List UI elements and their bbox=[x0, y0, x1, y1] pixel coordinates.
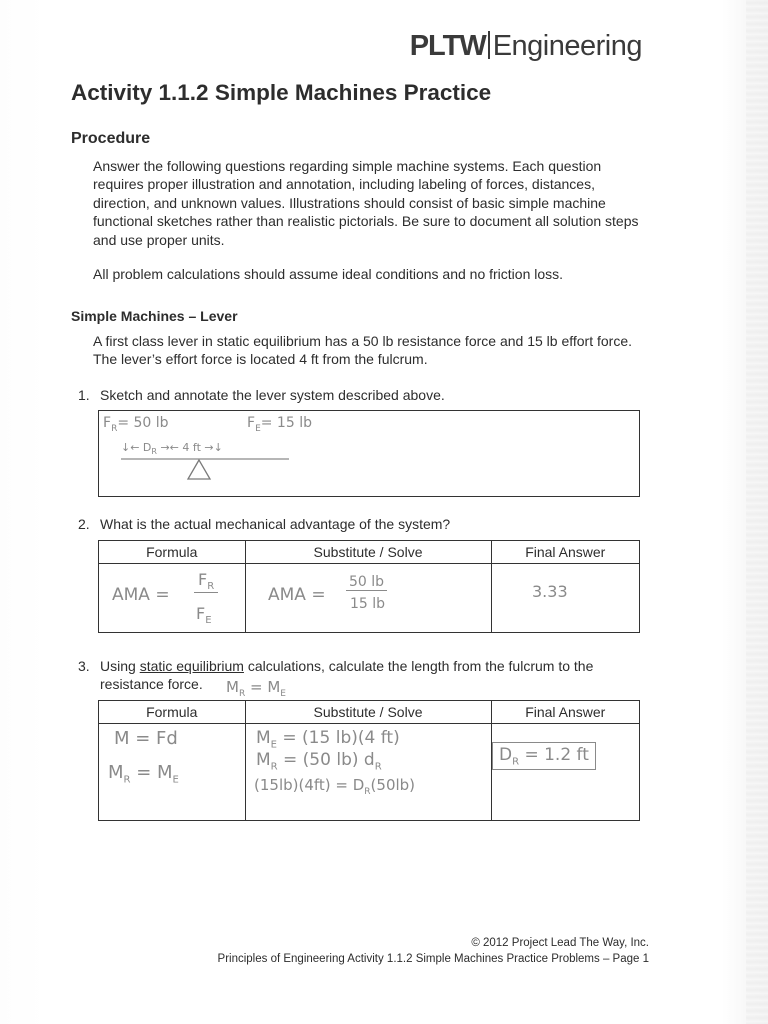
question-1 bbox=[78, 386, 445, 404]
question-text: What is the actual mechanical advantage of the system? bbox=[100, 516, 451, 532]
assumption-paragraph: All problem calculations should assume ideal conditions and no friction loss. bbox=[93, 266, 564, 282]
handwritten-formula-mfd: M = Fd bbox=[114, 728, 178, 749]
fulcrum-triangle bbox=[188, 460, 210, 479]
question-text-line2: resistance force. bbox=[100, 676, 203, 692]
header-substitute: Substitute / Solve bbox=[245, 701, 491, 724]
handwritten-ama-lhs: AMA = bbox=[112, 585, 170, 605]
scan-edge bbox=[746, 0, 768, 1024]
sketch-answer-box bbox=[98, 410, 640, 497]
logo-brand: PLTW bbox=[409, 30, 486, 62]
handwritten-mr-sub: $M_R = (50$ lb) $d_R$ bbox=[256, 750, 382, 773]
header-substitute: Substitute / Solve bbox=[245, 541, 491, 564]
answer-cell[interactable] bbox=[491, 724, 639, 821]
handwritten-formula-mr-me: $M_R = M_E$ bbox=[108, 762, 179, 786]
footer-course-line: Principles of Engineering Activity 1.1.2 Simple Machines Practice Problems – Page 1 bbox=[217, 953, 649, 965]
lever-heading: Simple Machines – Lever bbox=[71, 308, 238, 324]
pltw-logo bbox=[410, 30, 642, 63]
handwritten-resistance-force: $F_R= 50$ lb bbox=[103, 415, 169, 434]
handwritten-distances: ↓← $D_R$ →← 4 ft →↓ bbox=[121, 441, 223, 457]
footer-copyright: © 2012 Project Lead The Way, Inc. bbox=[471, 937, 649, 949]
handwritten-50lb: 50 lb bbox=[346, 574, 387, 591]
handwritten-fr: $F_R$ bbox=[194, 570, 218, 593]
question-number: 2. bbox=[78, 516, 90, 532]
handwritten-me-sub: $M_E = (15$ lb)(4 ft) bbox=[256, 728, 400, 751]
handwritten-equation: $(15lb)(4ft) = D_R(50lb)$ bbox=[254, 776, 416, 797]
question-text: Sketch and annotate the lever system described above. bbox=[100, 387, 445, 403]
procedure-heading: Procedure bbox=[71, 130, 151, 147]
procedure-paragraph: Answer the following questions regarding simple machine systems. Each question requires proper illustration and annotation, including labeling of forces, distances, direction, and unknown values. Illustrations should consist of basic simple machine functional sketches rather than realistic pictorials. Be sure to document all solution steps and use proper units. bbox=[93, 158, 639, 248]
header-final-answer: Final Answer bbox=[491, 541, 639, 564]
header-formula: Formula bbox=[99, 541, 246, 564]
lever-sketch bbox=[99, 411, 639, 496]
handwritten-moment-note: $M_R = M_E$ bbox=[226, 678, 286, 699]
logo-divider bbox=[488, 31, 490, 59]
handwritten-fe: $F_E$ bbox=[196, 604, 212, 627]
question-2 bbox=[78, 515, 450, 533]
logo-subbrand: Engineering bbox=[492, 30, 642, 62]
underlined-term: static equilibrium bbox=[139, 658, 244, 674]
question-number: 1. bbox=[78, 387, 90, 403]
handwritten-ama-sub: AMA = bbox=[268, 585, 326, 605]
question-3: 3. Using static equilibrium calculations, calculate the length from the fulcrum to the resistance force. bbox=[78, 657, 648, 693]
header-formula: Formula bbox=[99, 701, 246, 724]
header-final-answer: Final Answer bbox=[491, 701, 639, 724]
handwritten-effort-force: $F_E= 15$ lb bbox=[247, 415, 312, 434]
question-number: 3. bbox=[78, 658, 90, 674]
handwritten-answer-q3: $D_R = 1.2$ ft bbox=[492, 742, 596, 770]
handwritten-15lb: 15 lb bbox=[350, 596, 386, 612]
handwritten-answer-q2: 3.33 bbox=[532, 582, 568, 601]
lever-description: A first class lever in static equilibrium has a 50 lb resistance force and 15 lb effort force. The lever’s effort force is located 4 ft from the fulcrum. bbox=[93, 333, 632, 368]
activity-title: Activity 1.1.2 Simple Machines Practice bbox=[71, 80, 492, 105]
